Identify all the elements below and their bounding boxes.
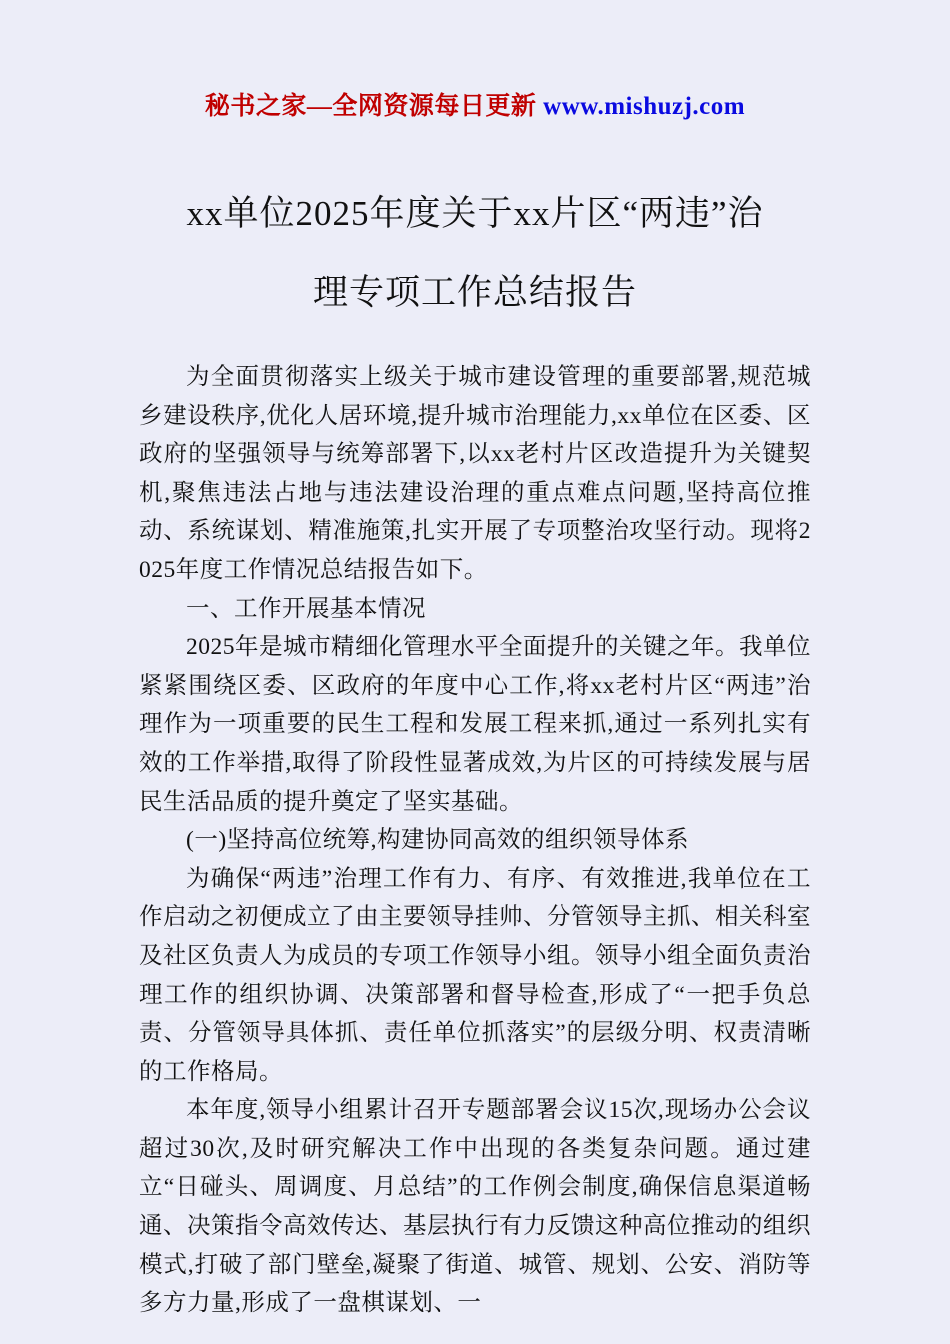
document-body [139, 358, 811, 1323]
site-name: 秘书之家 [204, 93, 307, 120]
site-url-link[interactable]: www.mishuzj.com [543, 93, 746, 120]
site-tagline: —全网资源每日更新 [306, 93, 544, 120]
paragraph: 为全面贯彻落实上级关于城市建设管理的重要部署,规范城乡建设秩序,优化人居环境,提升城市治理能力,xx单位在区委、区政府的坚强领导与统筹部署下,以xx老村片区改造提升为关键契机,聚焦违法占地与违法建设治理的重点难点问题,坚持高位推动、系统谋划、精准施策,扎实开展了专项整治攻坚行动。现将2025年度工作情况总结报告如下。 [139, 364, 811, 583]
paragraph: 为确保“两违”治理工作有力、有序、有效推进,我单位在工作启动之初便成立了由主要领导挂帅、分管领导主抓、相关科室及社区负责人为成员的专项工作领导小组。领导小组全面负责治理工作的组织协调、决策部署和督导检查,形成了“一把手负总责、分管领导具体抓、责任单位抓落实”的层级分明、权责清晰的工作格局。 [139, 865, 811, 1085]
paragraph: 一、工作开展基本情况 [186, 595, 426, 622]
document-title [100, 174, 850, 332]
paragraph: (一)坚持高位统筹,构建协同高效的组织领导体系 [186, 827, 690, 854]
document-title-line1: xx单位2025年度关于xx片区“两违”治 [186, 194, 764, 233]
document-title-line2: 理专项工作总结报告 [312, 273, 637, 312]
paragraph: 本年度,领导小组累计召开专题部署会议15次,现场办公会议超过30次,及时研究解决工作中出现的各类复杂问题。通过建立“日碰头、周调度、月总结”的工作例会制度,确保信息渠道畅通、决策指令高效传达、基层执行有力反馈这种高位推动的组织模式,打破了部门壁垒,凝聚了街道、城管、规划、公安、消防等多方力量,形成了一盘棋谋划、一 [139, 1097, 811, 1317]
paragraph: 2025年是城市精细化管理水平全面提升的关键之年。我单位紧紧围绕区委、区政府的年度中心工作,将xx老村片区“两违”治理作为一项重要的民生工程和发展工程来抓,通过一系列扎实有效的工作举措,取得了阶段性显著成效,为片区的可持续发展与居民生活品质的提升奠定了坚实基础。 [139, 634, 811, 815]
site-header [0, 0, 950, 122]
